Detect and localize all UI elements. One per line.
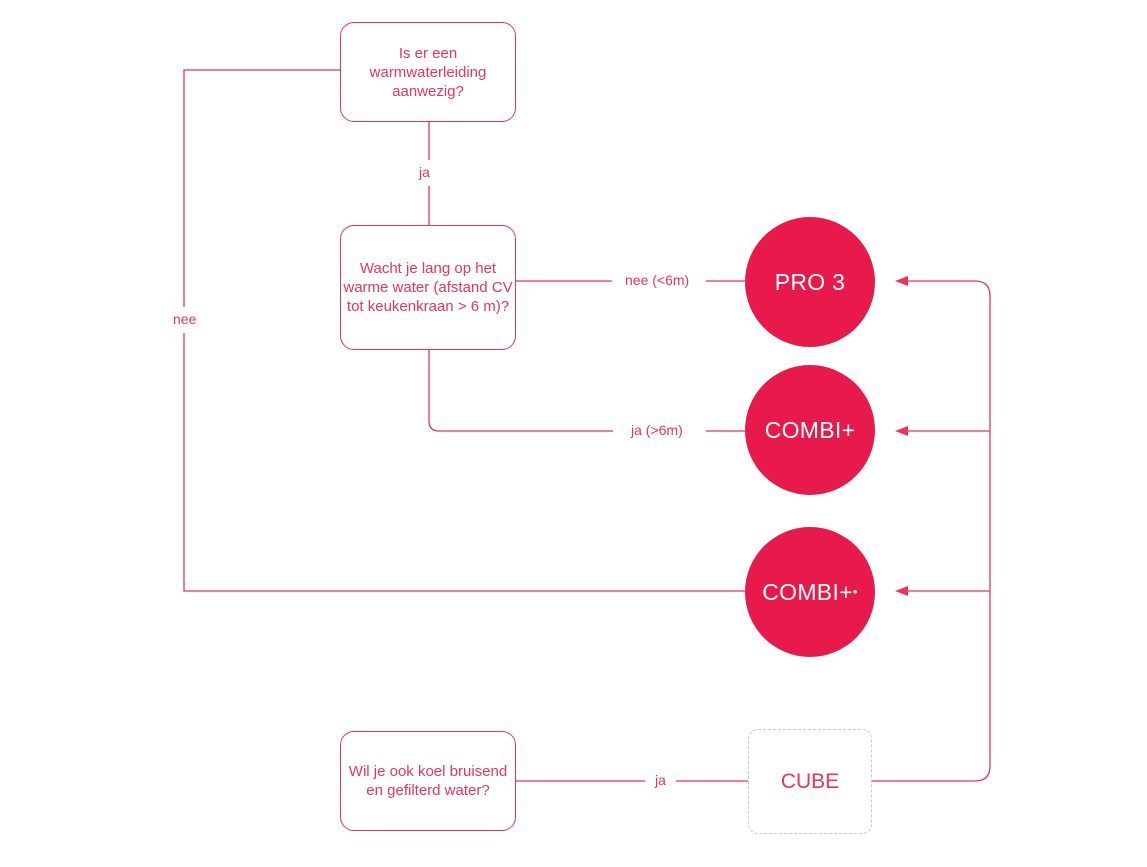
node-label: PRO 3: [774, 268, 846, 295]
edge-label-ja-cube: ja: [650, 772, 671, 788]
node-question-wachttijd[interactable]: [340, 225, 516, 350]
node-label: Wil je ook koel bruisend en gefilterd water?: [348, 763, 508, 799]
node-question-warmwaterleiding[interactable]: [340, 22, 516, 122]
edge-label-nee-main: nee: [168, 311, 201, 327]
edge-label-ja-main: ja: [414, 164, 435, 180]
node-label: Is er een warmwaterleiding aanwezig?: [369, 44, 487, 100]
edge-label-ja-boven-6m: ja (>6m): [626, 422, 688, 438]
node-label: COMBI+: [764, 416, 856, 443]
node-result-combi-plus-star[interactable]: COMBI+ •: [745, 527, 875, 657]
node-result-combi-plus[interactable]: [745, 365, 875, 495]
node-label: Wacht je lang op het warme water (afstand CV tot keukenkraan > 6 m)?: [343, 260, 513, 315]
node-question-bruisend-water[interactable]: [340, 731, 516, 831]
node-result-pro3[interactable]: [745, 217, 875, 347]
node-label: CUBE: [780, 770, 840, 793]
edge-label-nee-onder-6m: nee (<6m): [620, 272, 694, 288]
node-result-cube[interactable]: [748, 729, 872, 834]
node-label: COMBI+: [762, 578, 853, 605]
